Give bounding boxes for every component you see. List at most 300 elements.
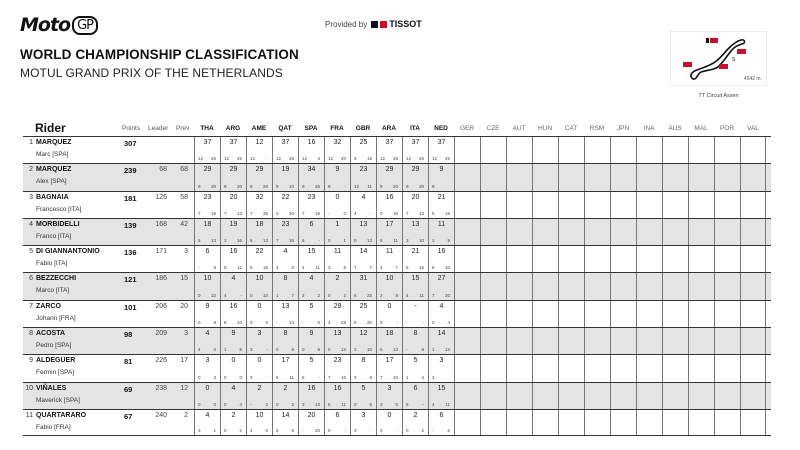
race-result-cell-cze: [480, 137, 506, 163]
sprint-points: -: [302, 428, 304, 434]
race-total-points: 3: [439, 357, 444, 365]
race-result-cell-arg: [220, 410, 246, 435]
sponsor-logo: [371, 19, 422, 29]
race-result-cell-ned: [428, 355, 454, 381]
race-total-points: 4: [439, 302, 444, 310]
race-result-cell-ita: [402, 301, 428, 327]
rider-points: 307: [124, 139, 137, 148]
race-total-points: 15: [307, 248, 316, 256]
race-points: -: [266, 156, 268, 162]
race-points: 11: [445, 401, 450, 407]
race-points: -: [396, 428, 398, 434]
race-points: 6: [447, 428, 450, 434]
race-result-cell-cat: [558, 355, 584, 381]
rider-position: 8: [29, 330, 33, 338]
race-result-cell-ara: [376, 164, 402, 190]
race-result-cell-gbr: [350, 410, 376, 435]
race-result-cell-tha: [194, 246, 220, 272]
sprint-points: 2: [432, 238, 435, 244]
race-total-points: 37: [385, 139, 394, 146]
race-result-cell-ina: [636, 355, 662, 381]
race-points: 2: [317, 292, 320, 298]
gap-to-previous: 58: [180, 193, 188, 201]
column-header-race-fra: FRA: [330, 125, 344, 132]
sprint-points: 7: [432, 292, 435, 298]
race-points: 13: [314, 401, 320, 407]
rider-surname: BAGNAIA: [36, 193, 69, 201]
race-total-points: 16: [307, 139, 316, 146]
race-result-cell-aus: [662, 246, 688, 272]
race-result-cell-mal: [688, 192, 714, 218]
race-total-points: 1: [335, 220, 340, 228]
race-result-cell-mal: [688, 273, 714, 299]
table-row: [23, 245, 771, 272]
sprint-points: 7: [224, 210, 227, 216]
race-result-cell-ara: [376, 219, 402, 245]
race-points: 1: [213, 428, 216, 434]
sprint-points: 5: [432, 210, 435, 216]
race-result-cell-arg: [220, 219, 246, 245]
race-total-points: 22: [281, 193, 290, 201]
sprint-points: 3: [302, 401, 305, 407]
race-points: 0: [213, 401, 216, 407]
race-result-cell-arg: [220, 273, 246, 299]
race-total-points: 37: [281, 139, 290, 146]
sprint-points: 7: [406, 210, 409, 216]
race-result-cell-ame: [246, 383, 272, 409]
race-result-cell-spa: [298, 137, 324, 163]
race-points: 25: [444, 156, 450, 162]
race-result-cell-ger: [454, 328, 480, 354]
race-result-cell-ger: [454, 192, 480, 218]
rider-firstname-nation: Alex [SPA]: [36, 178, 67, 186]
race-points: 13: [236, 210, 242, 216]
column-header-race-cze: CZE: [486, 125, 500, 132]
race-total-points: 0: [257, 357, 262, 365]
sprint-points: 4: [354, 210, 357, 216]
race-result-cell-ger: [454, 137, 480, 163]
sprint-points: 0: [250, 292, 253, 298]
race-result-cell-por: [714, 137, 740, 163]
sprint-points: 4: [328, 320, 331, 326]
circuit-name: TT Circuit Assen: [698, 93, 739, 99]
race-result-cell-ara: [376, 246, 402, 272]
standings-table: [23, 136, 771, 436]
race-result-cell-ina: [636, 164, 662, 190]
race-result-cell-mal: [688, 355, 714, 381]
sprint-points: 3: [432, 374, 435, 380]
race-points: 7: [395, 265, 398, 271]
race-total-points: 12: [255, 139, 264, 146]
rider-firstname-nation: Marco [ITA]: [36, 287, 70, 295]
race-result-cell-val: [740, 410, 766, 435]
race-total-points: 14: [437, 330, 446, 338]
race-points: 4: [447, 320, 450, 326]
race-points: 16: [210, 210, 216, 216]
race-result-cell-ina: [636, 192, 662, 218]
race-result-cell-ger: [454, 355, 480, 381]
column-header-race-aus: AUS: [668, 125, 682, 132]
race-result-cell-jpn: [610, 355, 636, 381]
race-result-cell-ned: [428, 137, 454, 163]
race-result-cell-spa: [298, 164, 324, 190]
svg-text:S: S: [732, 57, 736, 63]
race-result-cell-ina: [636, 137, 662, 163]
sprint-points: 7: [250, 210, 253, 216]
race-result-cell-ame: [246, 164, 272, 190]
race-total-points: -: [414, 302, 417, 310]
race-result-cell-jpn: [610, 246, 636, 272]
race-total-points: 10: [255, 411, 264, 419]
sprint-points: 2: [354, 347, 357, 353]
sprint-points: 0: [354, 401, 357, 407]
race-total-points: 4: [205, 330, 210, 338]
race-result-cell-ned: [428, 219, 454, 245]
sprint-points: 0: [432, 320, 435, 326]
column-header-rider: Rider: [35, 121, 66, 135]
race-points: 11: [367, 183, 372, 189]
race-total-points: 13: [411, 220, 420, 228]
sprint-points: -: [406, 347, 408, 353]
race-total-points: 14: [359, 248, 368, 256]
race-total-points: 18: [385, 330, 394, 338]
race-result-cell-ara: [376, 273, 402, 299]
race-points: 2: [265, 401, 268, 407]
race-points: 6: [213, 265, 216, 271]
rider-position: 11: [25, 411, 33, 419]
sprint-points: 4: [302, 265, 305, 271]
gap-to-leader: 226: [155, 357, 167, 365]
sprint-points: 7: [198, 210, 201, 216]
race-result-cell-tha: [194, 192, 220, 218]
race-total-points: 18: [255, 220, 264, 228]
sprint-points: 12: [198, 156, 204, 162]
race-result-cell-ina: [636, 219, 662, 245]
race-result-cell-rsm: [584, 137, 610, 163]
race-points: 20: [236, 183, 242, 189]
column-header-points: Points: [122, 125, 141, 132]
logo-text: Moto: [20, 14, 71, 36]
gap-to-leader: 126: [155, 193, 167, 201]
sprint-points: 5: [250, 238, 253, 244]
race-result-cell-aus: [662, 383, 688, 409]
race-total-points: 2: [231, 411, 236, 419]
race-points: 11: [237, 265, 242, 271]
race-result-cell-mal: [688, 246, 714, 272]
race-result-cell-fra: [324, 383, 350, 409]
race-total-points: 9: [231, 330, 236, 338]
sprint-points: 7: [380, 374, 383, 380]
race-result-cell-val: [740, 164, 766, 190]
race-results: [194, 192, 766, 218]
race-total-points: 29: [385, 166, 394, 174]
race-total-points: 25: [359, 302, 368, 310]
race-points: -: [344, 428, 346, 434]
race-result-cell-jpn: [610, 301, 636, 327]
race-points: 8: [239, 347, 242, 353]
race-result-cell-tha: [194, 383, 220, 409]
race-result-cell-aus: [662, 192, 688, 218]
race-result-cell-qat: [272, 192, 298, 218]
race-points: 0: [291, 265, 294, 271]
sponsor-name: TISSOT: [389, 19, 422, 29]
column-header-race-ame: AME: [251, 125, 267, 132]
sprint-points: 2: [302, 292, 305, 298]
race-total-points: 0: [387, 411, 392, 419]
race-result-cell-gbr: [350, 273, 376, 299]
race-result-cell-ita: [402, 355, 428, 381]
race-result-cell-aut: [506, 328, 532, 354]
race-result-cell-qat: [272, 137, 298, 163]
race-result-cell-ina: [636, 328, 662, 354]
race-result-cell-ara: [376, 301, 402, 327]
race-total-points: 3: [361, 411, 366, 419]
table-row: [23, 136, 771, 163]
race-result-cell-ame: [246, 355, 272, 381]
rider-surname: ZARCO: [36, 302, 61, 310]
race-result-cell-ita: [402, 164, 428, 190]
sprint-points: 12: [250, 156, 256, 162]
race-result-cell-val: [740, 273, 766, 299]
sprint-points: 2: [380, 292, 383, 298]
column-header-race-mal: MAL: [694, 125, 708, 132]
race-total-points: 16: [229, 248, 238, 256]
page-title: WORLD CHAMPIONSHIP CLASSIFICATION: [20, 47, 299, 62]
race-result-cell-cze: [480, 355, 506, 381]
race-result-cell-aut: [506, 164, 532, 190]
column-header-race-hun: HUN: [537, 125, 553, 132]
race-result-cell-ger: [454, 273, 480, 299]
race-result-cell-cat: [558, 410, 584, 435]
race-result-cell-spa: [298, 219, 324, 245]
race-result-cell-hun: [532, 355, 558, 381]
race-points: 7: [291, 292, 294, 298]
rider-position: 7: [29, 302, 33, 310]
sprint-points: 12: [224, 156, 230, 162]
rider-points: 67: [124, 411, 133, 421]
table-row: [23, 327, 771, 354]
race-result-cell-ita: [402, 246, 428, 272]
race-points: -: [370, 428, 372, 434]
rider-firstname-nation: Fabio [ITA]: [36, 260, 68, 268]
race-result-cell-por: [714, 219, 740, 245]
race-result-cell-tha: [194, 219, 220, 245]
rider-points: 139: [124, 220, 137, 230]
race-total-points: 11: [437, 220, 446, 228]
sprint-points: 0: [406, 428, 409, 434]
race-result-cell-ina: [636, 246, 662, 272]
race-result-cell-jpn: [610, 383, 636, 409]
race-result-cell-jpn: [610, 273, 636, 299]
column-header-race-ger: GER: [459, 125, 475, 132]
race-result-cell-fra: [324, 137, 350, 163]
rider-firstname-nation: Franco [ITA]: [36, 232, 72, 240]
rider-firstname-nation: Fabio [FRA]: [36, 423, 71, 431]
race-result-cell-jpn: [610, 328, 636, 354]
race-points: 10: [418, 238, 424, 244]
race-result-cell-rsm: [584, 410, 610, 435]
sprint-points: 3: [224, 238, 227, 244]
race-points: -: [240, 292, 242, 298]
column-header-race-rsm: RSM: [589, 125, 605, 132]
race-total-points: 0: [257, 302, 262, 310]
race-total-points: 6: [335, 411, 340, 419]
gap-to-previous: 17: [180, 357, 188, 365]
race-result-cell-mal: [688, 383, 714, 409]
race-result-cell-ger: [454, 410, 480, 435]
race-result-cell-aut: [506, 246, 532, 272]
race-total-points: 8: [283, 275, 288, 283]
race-points: 25: [366, 292, 372, 298]
race-result-cell-por: [714, 246, 740, 272]
race-total-points: 23: [281, 220, 290, 228]
race-points: 13: [288, 320, 294, 326]
sprint-points: 0: [328, 238, 331, 244]
provided-by-label: Provided by: [325, 19, 368, 29]
rider-surname: BEZZECCHI: [36, 275, 77, 283]
race-points: 20: [314, 428, 320, 434]
race-results: [194, 301, 766, 327]
race-result-cell-rsm: [584, 164, 610, 190]
race-total-points: 2: [413, 411, 418, 419]
race-result-cell-gbr: [350, 301, 376, 327]
race-total-points: 20: [307, 411, 316, 419]
sprint-points: 9: [302, 183, 305, 189]
sprint-points: 5: [224, 265, 227, 271]
race-points: 20: [366, 320, 372, 326]
race-result-cell-tha: [194, 355, 220, 381]
rider-points: 121: [124, 275, 137, 285]
sprint-points: 3: [250, 347, 253, 353]
sprint-points: 1: [406, 374, 409, 380]
race-points: 20: [340, 156, 346, 162]
race-result-cell-hun: [532, 301, 558, 327]
race-total-points: 3: [257, 330, 262, 338]
race-result-cell-ame: [246, 192, 272, 218]
sprint-points: 3: [198, 428, 201, 434]
sprint-points: 0: [302, 347, 305, 353]
race-total-points: 8: [361, 357, 366, 365]
race-result-cell-hun: [532, 192, 558, 218]
race-result-cell-jpn: [610, 219, 636, 245]
race-result-cell-por: [714, 301, 740, 327]
race-total-points: 20: [229, 193, 238, 201]
race-points: 25: [340, 320, 346, 326]
column-header-race-arg: ARG: [225, 125, 241, 132]
rider-firstname-nation: Marc [SPA]: [36, 151, 69, 158]
race-total-points: 23: [307, 193, 316, 201]
race-points: -: [422, 320, 424, 326]
race-result-cell-por: [714, 164, 740, 190]
race-result-cell-aut: [506, 137, 532, 163]
rider-surname: MORBIDELLI: [36, 220, 80, 228]
race-result-cell-fra: [324, 192, 350, 218]
race-points: 25: [392, 156, 398, 162]
race-total-points: 16: [229, 302, 238, 310]
race-total-points: 12: [359, 330, 368, 338]
race-total-points: 9: [205, 302, 210, 310]
race-result-cell-aus: [662, 355, 688, 381]
race-total-points: 11: [385, 248, 394, 256]
sprint-points: 9: [224, 183, 227, 189]
race-result-cell-rsm: [584, 219, 610, 245]
race-total-points: 5: [413, 357, 418, 365]
gap-to-leader: 240: [155, 411, 167, 419]
race-result-cell-gbr: [350, 246, 376, 272]
race-result-cell-aut: [506, 301, 532, 327]
sprint-points: 0: [198, 292, 201, 298]
race-total-points: 17: [281, 357, 290, 365]
sprint-points: 12: [354, 183, 360, 189]
race-result-cell-arg: [220, 192, 246, 218]
sprint-points: 7: [302, 210, 305, 216]
race-points: 10: [366, 347, 372, 353]
column-header-race-aut: AUT: [512, 125, 526, 132]
sprint-points: 6: [328, 428, 331, 434]
race-result-cell-gbr: [350, 383, 376, 409]
table-row: [23, 163, 771, 190]
sprint-points: 7: [328, 374, 331, 380]
race-total-points: 4: [231, 275, 236, 283]
sprint-points: 12: [406, 156, 412, 162]
rider-points: 136: [124, 248, 137, 258]
column-header-race-qat: QAT: [278, 125, 292, 132]
race-result-cell-tha: [194, 328, 220, 354]
race-result-cell-ina: [636, 410, 662, 435]
race-points: 20: [418, 183, 424, 189]
race-total-points: 0: [387, 302, 392, 310]
race-points: 5: [317, 320, 320, 326]
race-points: 4: [239, 401, 242, 407]
sprint-points: 0: [224, 428, 227, 434]
column-header-race-gbr: GBR: [355, 125, 371, 132]
sprint-points: 4: [432, 401, 435, 407]
race-result-cell-aus: [662, 137, 688, 163]
race-result-cell-por: [714, 192, 740, 218]
sprint-points: 9: [406, 183, 409, 189]
sprint-points: 6: [302, 238, 305, 244]
race-result-cell-rsm: [584, 301, 610, 327]
column-header-race-cat: CAT: [564, 125, 578, 132]
column-header-race-ina: INA: [643, 125, 655, 132]
race-points: 20: [210, 183, 216, 189]
race-result-cell-spa: [298, 328, 324, 354]
race-results: [194, 410, 766, 435]
sprint-points: 0: [380, 210, 383, 216]
race-total-points: 13: [359, 220, 368, 228]
race-results: [194, 355, 766, 381]
race-result-cell-ned: [428, 164, 454, 190]
race-result-cell-gbr: [350, 137, 376, 163]
race-total-points: 10: [385, 275, 394, 283]
race-total-points: 16: [437, 248, 446, 256]
race-result-cell-qat: [272, 219, 298, 245]
race-result-cell-cat: [558, 383, 584, 409]
race-points: 16: [340, 374, 346, 380]
race-result-cell-qat: [272, 164, 298, 190]
race-points: 25: [210, 156, 216, 162]
sprint-points: 9: [198, 183, 201, 189]
race-result-cell-val: [740, 137, 766, 163]
rider-surname: ALDEGUER: [36, 357, 76, 365]
race-result-cell-ned: [428, 246, 454, 272]
race-result-cell-rsm: [584, 192, 610, 218]
race-result-cell-qat: [272, 328, 298, 354]
race-result-cell-cze: [480, 164, 506, 190]
race-result-cell-por: [714, 355, 740, 381]
race-points: 13: [210, 238, 216, 244]
race-points: 10: [392, 374, 398, 380]
